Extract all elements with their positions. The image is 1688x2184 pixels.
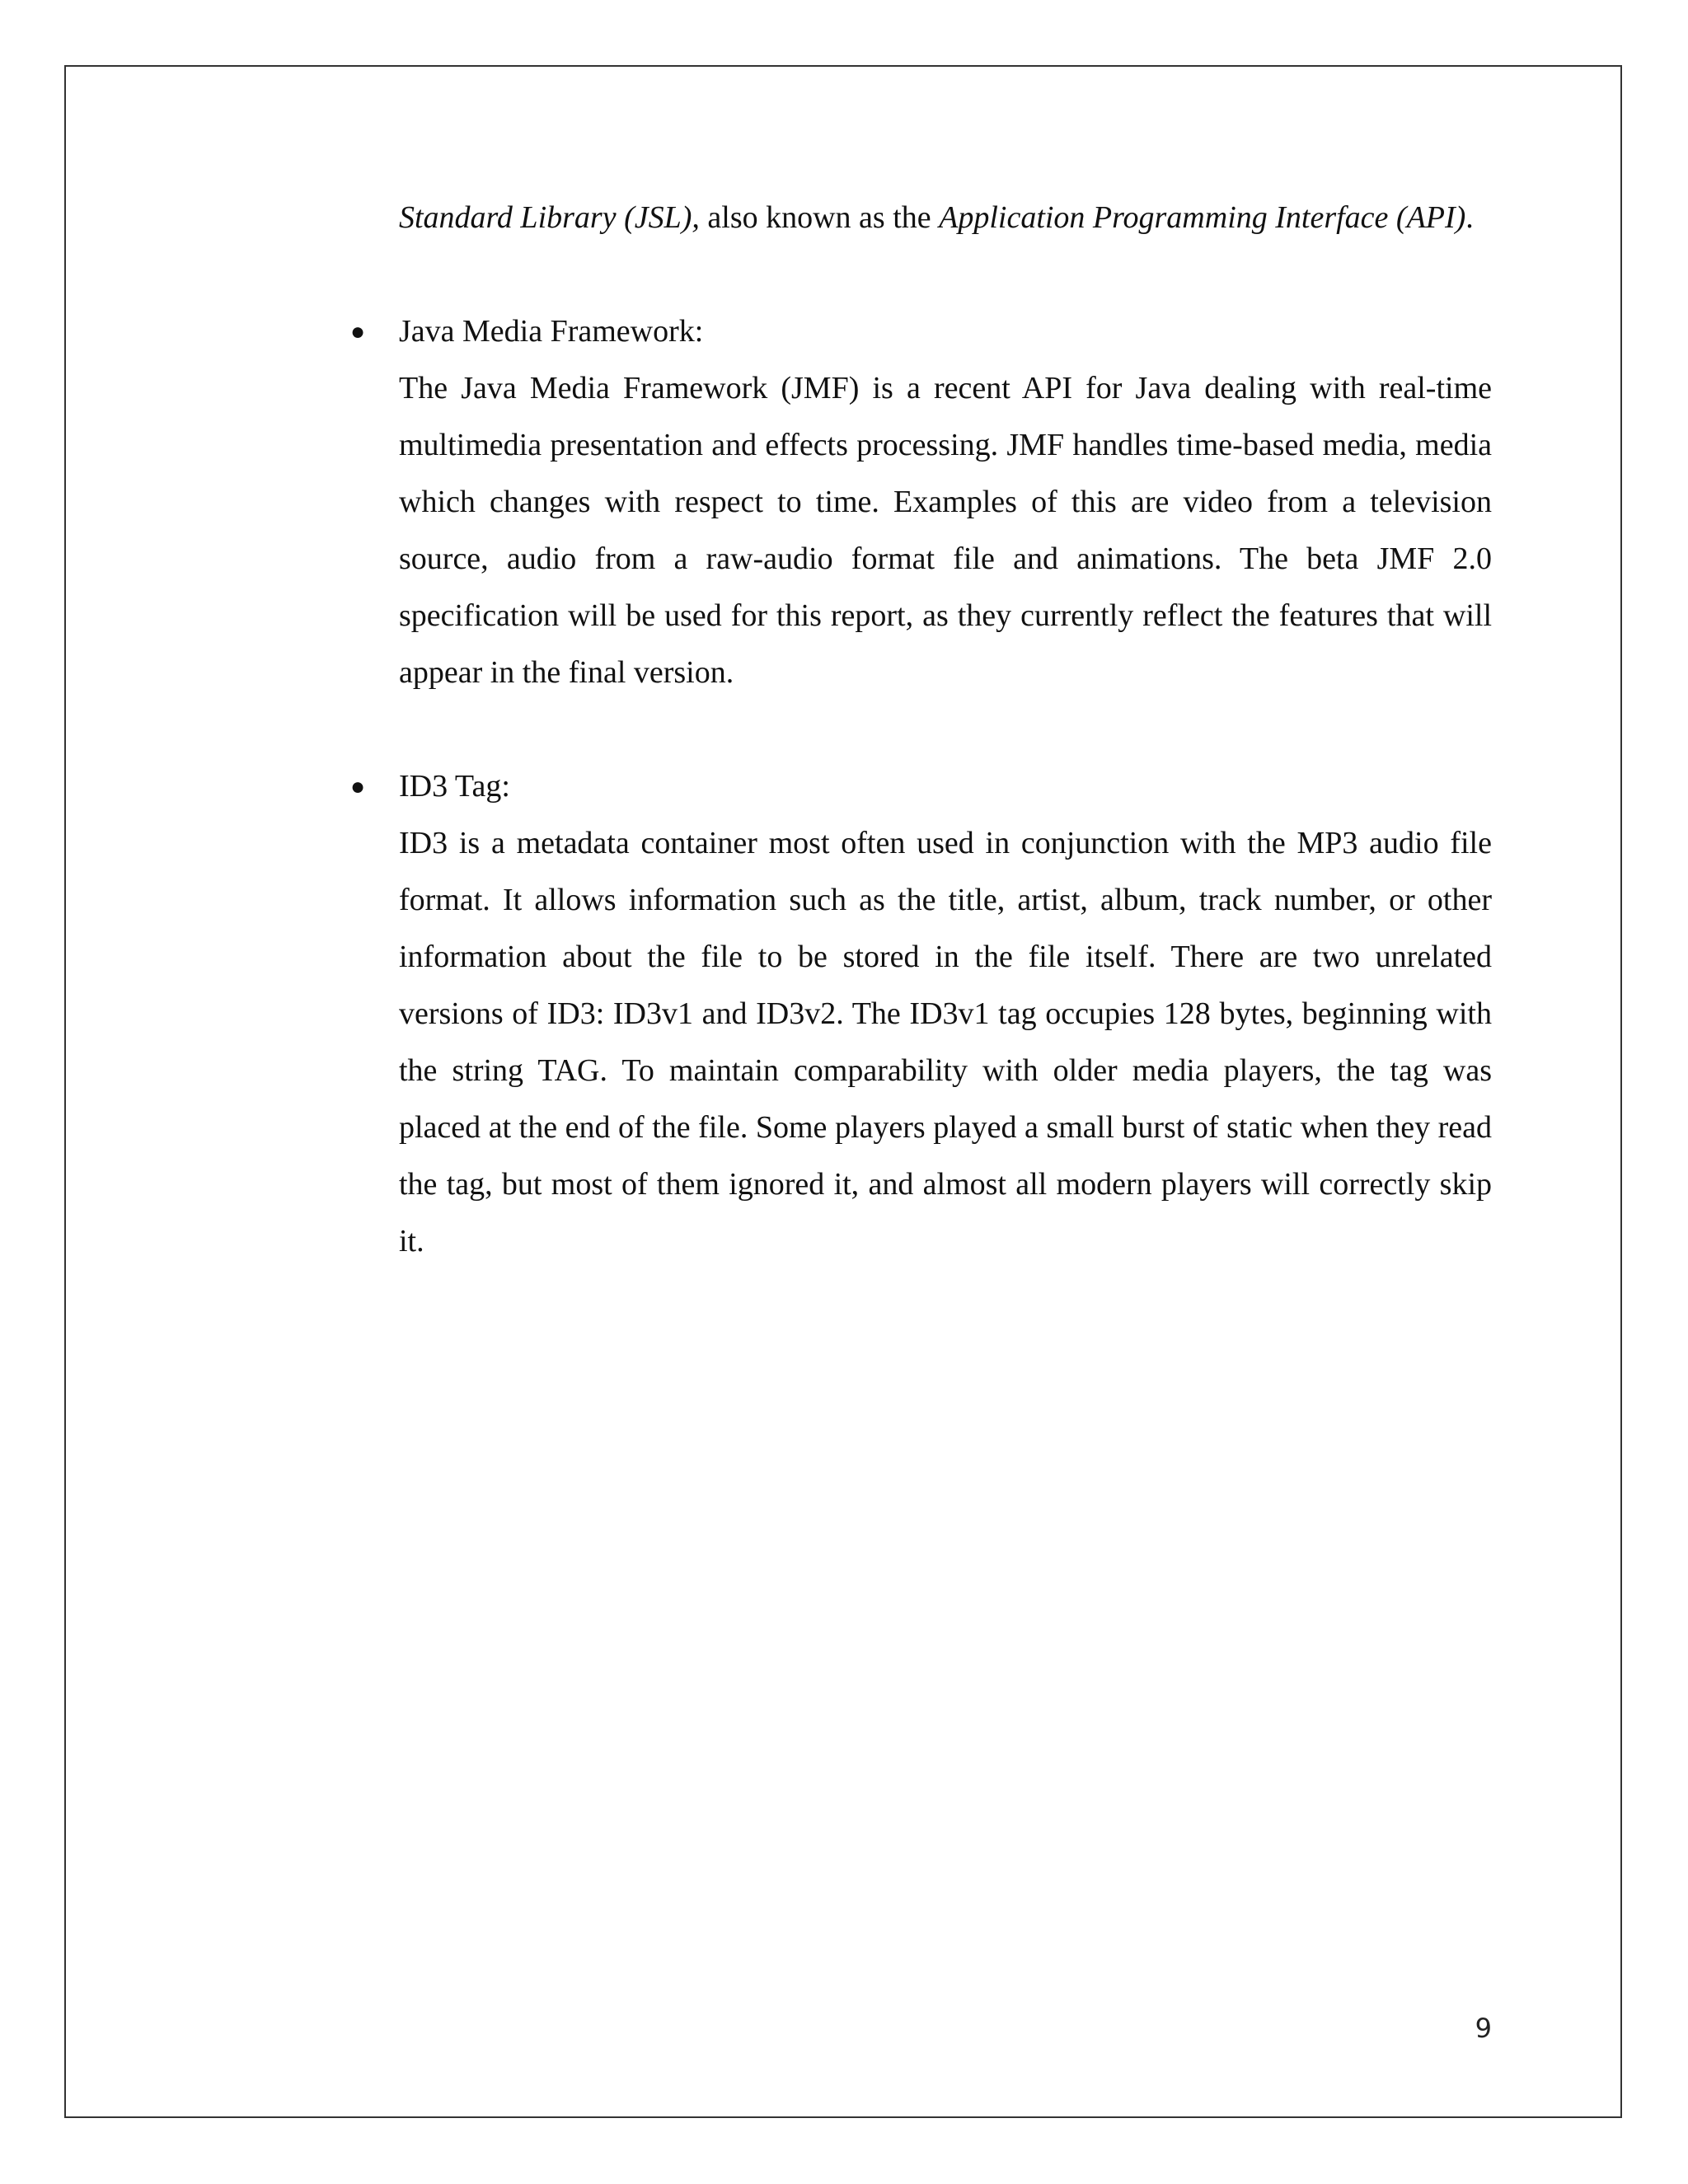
intro-italic-api: Application Programming Interface (API) bbox=[939, 200, 1466, 235]
intro-trailing: . bbox=[1465, 200, 1474, 235]
section-id3-tag bbox=[349, 758, 1492, 1270]
bullet-icon: ● bbox=[349, 318, 366, 345]
intro-text: also known as the bbox=[699, 200, 940, 235]
section-body: ID3 is a metadata container most often used in conjunction with the MP3 audio file format. It allows information such as the title, artist, album, track number, or other information about the file to be stored in the file itself. There are two unrelated versions of ID3: ID3v1 and ID3v2. The ID3v1 tag occupies 128 bytes, beginning with the string TAG. To maintain comparability with older media players, the tag was placed at the end of the file. Some players played a small burst of static when they read the tag, but most of them ignored it, and almost all modern players will correctly skip it. bbox=[399, 826, 1492, 1258]
section-java-media-framework bbox=[349, 303, 1492, 701]
document-body bbox=[349, 190, 1492, 1270]
page-number: 9 bbox=[1475, 2013, 1492, 2044]
intro-italic-jsl: Standard Library (JSL), bbox=[399, 200, 700, 235]
intro-paragraph bbox=[399, 190, 1492, 246]
section-body: The Java Media Framework (JMF) is a recent API for Java dealing with real-time multimedia presentation and effects processing. JMF handles time-based media, media which changes with respect to time. Examples of this are video from a television source, audio from a raw-audio format file and animations. The beta JMF 2.0 specification will be used for this report, as they currently reflect the features that will appear in the final version. bbox=[399, 371, 1492, 690]
section-heading: ID3 Tag: bbox=[399, 769, 510, 804]
bullet-icon: ● bbox=[349, 773, 366, 800]
section-heading: Java Media Framework: bbox=[399, 314, 704, 349]
